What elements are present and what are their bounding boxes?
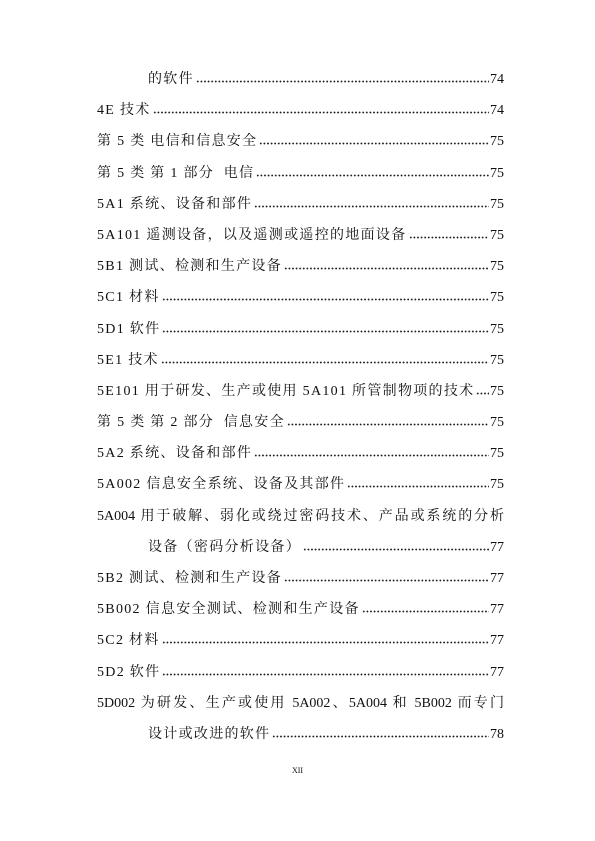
toc-entry-page: 75 — [490, 196, 504, 212]
toc-entry-page: 77 — [490, 602, 504, 618]
toc-entry-label: 第 5 类 第 2 部分 信息安全 — [97, 415, 285, 431]
toc-entry[interactable] — [97, 126, 504, 157]
toc-entry[interactable] — [97, 345, 504, 376]
toc-entry-page: 75 — [490, 383, 504, 399]
toc-entry-label: 5A002 信息安全系统、设备及其部件 — [97, 477, 346, 493]
dot-leader — [256, 174, 489, 177]
toc-entry-page: 75 — [490, 259, 504, 275]
dot-leader — [347, 485, 489, 488]
dot-leader — [162, 298, 489, 301]
toc-entry-label: 5B1 测试、检测和生产设备 — [97, 259, 283, 275]
toc-entry-page: 74 — [490, 72, 504, 87]
toc-entry[interactable] — [97, 594, 504, 625]
toc-entry-label: 设备（密码分析设备） — [148, 539, 301, 555]
toc-entry-page: 77 — [490, 633, 504, 649]
toc-entry-page: 74 — [490, 103, 504, 119]
toc-entry-page: 75 — [490, 446, 504, 462]
dot-leader — [272, 735, 489, 738]
dot-leader — [153, 111, 489, 114]
toc-entry[interactable] — [97, 95, 504, 126]
toc-entry[interactable] — [97, 625, 504, 656]
toc-entry[interactable] — [97, 220, 504, 251]
table-of-contents — [97, 64, 504, 750]
dot-leader — [196, 80, 489, 83]
toc-entry-page: 75 — [490, 165, 504, 181]
toc-entry[interactable] — [97, 438, 504, 469]
toc-entry[interactable] — [97, 64, 504, 95]
toc-entry-continuation[interactable] — [97, 719, 504, 750]
toc-entry-page: 77 — [490, 571, 504, 586]
toc-entry-page: 75 — [490, 227, 504, 243]
toc-entry[interactable] — [97, 501, 504, 532]
dot-leader — [259, 142, 489, 145]
dot-leader — [303, 548, 489, 551]
dot-leader — [476, 392, 489, 395]
dot-leader — [254, 205, 489, 208]
toc-entry[interactable] — [97, 158, 504, 189]
toc-entry-continuation[interactable] — [97, 532, 504, 563]
toc-entry-label: 4E 技术 — [97, 103, 151, 119]
toc-entry[interactable] — [97, 407, 504, 438]
dot-leader — [162, 641, 489, 644]
toc-entry-label: 5A004 用于破解、弱化或绕过密码技术、产品或系统的分析 — [97, 508, 504, 524]
toc-entry-label: 5B002 信息安全测试、检测和生产设备 — [97, 602, 360, 618]
dot-leader — [284, 579, 489, 582]
toc-entry[interactable] — [97, 314, 504, 345]
dot-leader — [287, 423, 489, 426]
toc-entry-page: 75 — [490, 290, 504, 306]
toc-entry-page: 75 — [490, 477, 504, 493]
toc-entry-label: 5C1 材料 — [97, 290, 160, 306]
toc-entry-label: 5C2 材料 — [97, 633, 160, 649]
toc-entry-label: 5A1 系统、设备和部件 — [97, 196, 253, 212]
dot-leader — [161, 361, 489, 364]
toc-entry-label: 5A2 系统、设备和部件 — [97, 446, 253, 462]
toc-entry-label: 5E101 用于研发、生产或使用 5A101 所管制物项的技术 — [97, 383, 475, 399]
toc-entry[interactable] — [97, 251, 504, 282]
toc-entry[interactable] — [97, 688, 504, 719]
toc-entry-label: 5D002 为研发、生产或使用 5A002、5A004 和 5B002 而专门 — [97, 695, 504, 711]
toc-entry-label: 第 5 类 电信和信息安全 — [97, 134, 258, 150]
dot-leader — [162, 673, 489, 676]
dot-leader — [284, 267, 489, 270]
toc-entry-page: 75 — [490, 352, 504, 368]
dot-leader — [362, 610, 489, 613]
page-number: XII — [291, 766, 304, 775]
toc-entry-label: 第 5 类 第 1 部分 电信 — [97, 165, 255, 181]
toc-entry[interactable] — [97, 189, 504, 220]
toc-entry-page: 75 — [490, 321, 504, 337]
toc-entry-page: 75 — [490, 134, 504, 150]
toc-entry-label: 5A101 遥测设备，以及遥测或遥控的地面设备 — [97, 227, 407, 243]
toc-entry-label: 设计或改进的软件 — [148, 726, 271, 742]
toc-entry-label: 5D1 软件 — [97, 321, 161, 337]
toc-entry-page: 78 — [490, 726, 504, 742]
toc-entry-label: 5E1 技术 — [97, 352, 159, 368]
toc-entry-page: 77 — [490, 664, 504, 680]
dot-leader — [162, 330, 489, 333]
toc-entry[interactable] — [97, 563, 504, 594]
toc-entry[interactable] — [97, 282, 504, 313]
dot-leader — [254, 454, 489, 457]
toc-entry-label: 5B2 测试、检测和生产设备 — [97, 571, 283, 586]
toc-entry-page: 77 — [490, 539, 504, 555]
toc-entry[interactable] — [97, 657, 504, 688]
toc-entry[interactable] — [97, 376, 504, 407]
toc-entry-label: 的软件 — [148, 72, 194, 87]
toc-entry[interactable] — [97, 469, 504, 500]
toc-entry-label: 5D2 软件 — [97, 664, 161, 680]
dot-leader — [409, 236, 489, 239]
toc-entry-page: 75 — [490, 415, 504, 431]
